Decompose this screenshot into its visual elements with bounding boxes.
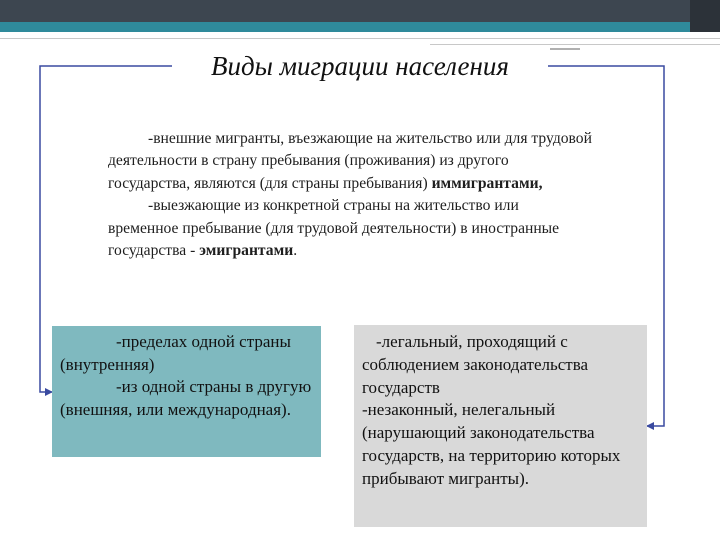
illegal-migration-item: -незаконный, нелегальный (нарушающий законодательства государств, на территорию которых прибывают мигранты). xyxy=(362,400,621,488)
external-migration-item: -из одной страны в другую (внешняя, или международная). xyxy=(60,377,312,419)
diagram-title: Виды миграции населения xyxy=(172,45,548,87)
description-paragraph-immigrants: -внешние мигранты, въезжающие на жительство или для трудовой деятельности в страну пребывания (проживания) из другого государства, являются (для страны пребывания) иммигрантами, xyxy=(108,130,592,192)
term-immigrants: иммигрантами, xyxy=(431,174,543,192)
description-text xyxy=(108,128,593,262)
territorial-migration-box xyxy=(52,326,321,457)
description-paragraph-emigrants: -выезжающие из конкретной страны на жительство или временное пребывание (для трудовой деятельности) в иностранные государства - эмигрантами. xyxy=(108,197,560,260)
legal-migration-item: -легальный, проходящий с соблюдением законодательства государств xyxy=(362,332,589,397)
internal-migration-item: -пределах одной страны (внутренняя) xyxy=(60,332,291,374)
term-emigrants: эмигрантами xyxy=(199,242,294,260)
legal-status-migration-box xyxy=(354,325,647,527)
